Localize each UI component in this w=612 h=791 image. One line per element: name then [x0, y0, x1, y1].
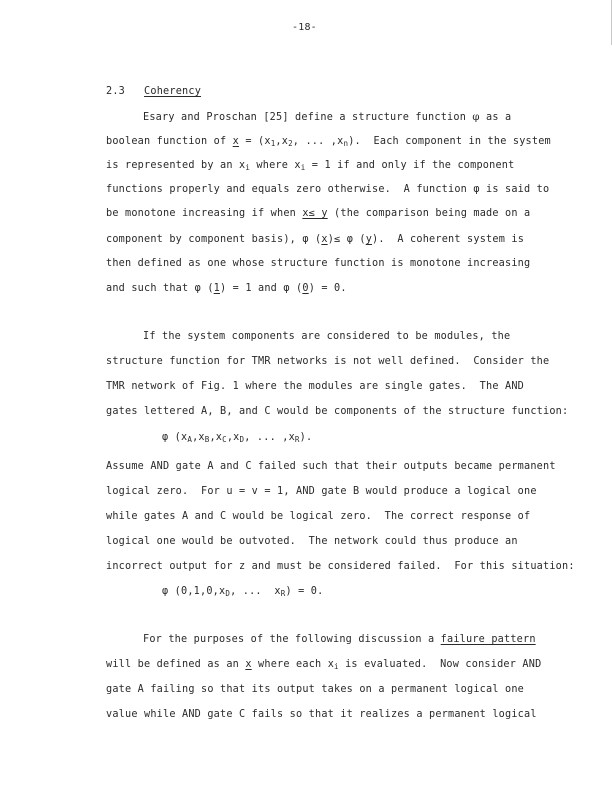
p2-line-2: structure function for TMR networks is not well defined. Consider the	[106, 356, 550, 367]
p2-line-7: while gates A and C would be logical zero. The correct response of	[106, 511, 531, 522]
p2-line-3: TMR network of Fig. 1 where the modules are single gates. The AND	[106, 381, 525, 392]
section-heading	[106, 85, 201, 99]
p1-line-4: functions properly and equals zero otherwise. A function φ is said to	[106, 184, 550, 195]
p2-line-6: logical zero. For u = v = 1, AND gate B would produce a logical one	[106, 486, 537, 497]
citation: [25]	[263, 112, 289, 123]
p3-line-2: will be defined as an x where each $x_i$ is evaluated. Now consider AND	[106, 659, 542, 671]
p2-line-1: If the system components are considered to be modules, the	[143, 331, 511, 342]
p3-line-1: For the purposes of the following discussion a failure pattern	[143, 634, 536, 645]
term-failure-pattern: failure pattern	[440, 634, 536, 645]
p3-line-4: value while AND gate C fails so that it realizes a permanent logical	[106, 709, 537, 720]
p2-line-9: incorrect output for z and must be considered failed. For this situation:	[106, 561, 575, 572]
page-number: -18-	[292, 22, 317, 33]
p2-line-4: gates lettered A, B, and C would be components of the structure function:	[106, 406, 569, 417]
p1-line-1: Esary and Proschan [25] define a structure function φ as a	[143, 112, 512, 123]
section-number: 2.3	[106, 86, 126, 97]
p1-line-2: boolean function of $x = (x_1,x_2$, ... $,x_n$). Each component in the system	[106, 136, 551, 148]
p1-line-6: component by component basis), φ (x)≤ φ (y). A coherent system is	[106, 234, 525, 245]
equation-structure-function: φ ($x_A,x_B,x_C,x_D$, ... $,x_R$).	[162, 432, 313, 444]
p2-line-5: Assume AND gate A and C failed such that their outputs became permanent	[106, 461, 556, 472]
p1-line-3: is represented by an $x_i$ where $x_i = 1$ if and only if the component	[106, 160, 515, 172]
equation-failed-state: φ ($0,1,0,x_D$, ... $x_R) = 0$.	[162, 586, 324, 598]
p1-line-5: be monotone increasing if when x≤ y (the comparison being made on a	[106, 208, 531, 219]
p1-line-8: and such that φ (1) = 1 and φ (0) = 0.	[106, 283, 347, 294]
section-title: Coherency	[144, 86, 202, 97]
p2-line-8: logical one would be outvoted. The network could thus produce an	[106, 536, 518, 547]
p1-line-7: then defined as one whose structure function is monotone increasing	[106, 258, 531, 269]
p3-line-3: gate A failing so that its output takes on a permanent logical one	[106, 684, 525, 695]
